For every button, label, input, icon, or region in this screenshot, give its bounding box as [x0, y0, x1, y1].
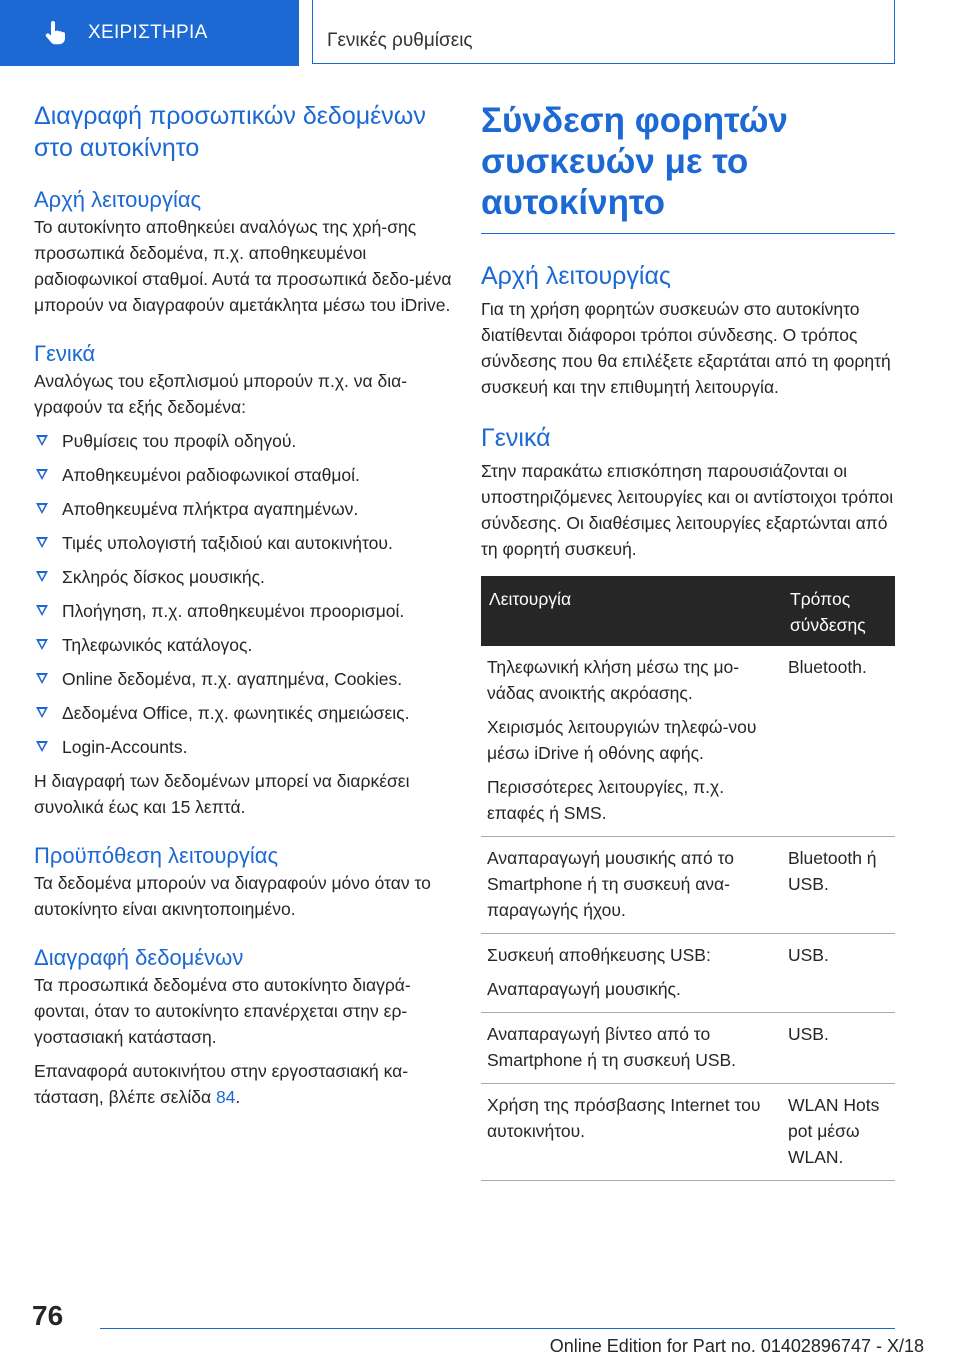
deletable-data-list	[34, 428, 452, 760]
triangle-bullet-icon	[36, 469, 48, 480]
list-item: Login-Accounts.	[34, 734, 452, 760]
triangle-bullet-icon	[36, 503, 48, 514]
deleting-data-text: Τα προσωπικά δεδομένα στο αυτοκίνητο διαγρά‐φονται, όταν το αυτοκίνητο επανέρχεται στην ερ‐γοστασιακή κατάσταση.	[34, 975, 411, 1047]
table-row	[481, 934, 895, 1013]
triangle-bullet-icon	[36, 537, 48, 548]
triangle-bullet-icon	[36, 571, 48, 582]
connection-cell: WLAN Hots pot μέσω WLAN.	[782, 1084, 895, 1181]
list-item: Τηλεφωνικός κατάλογος.	[34, 632, 452, 658]
connection-cell: USB.	[782, 934, 895, 1013]
list-item: Δεδομένα Office, π.χ. φωνητικές σημειώσεις.	[34, 700, 452, 726]
hand-pointer-icon	[44, 21, 66, 45]
section-tab[interactable]	[0, 0, 299, 66]
chapter-header	[312, 0, 895, 64]
list-item: Πλοήγηση, π.χ. αποθηκευμένοι προορισμοί.	[34, 598, 452, 624]
function-cell: Αναπαραγωγή μουσικής από το Smartphone ή τη συσκευή ανα‐παραγωγής ήχου.	[481, 837, 782, 934]
connection-cell: Bluetooth ή USB.	[782, 837, 895, 934]
list-item: Αποθηκευμένα πλήκτρα αγαπημένων.	[34, 496, 452, 522]
heading-general-right: Γενικά	[481, 424, 551, 452]
triangle-bullet-icon	[36, 605, 48, 616]
list-item: Σκληρός δίσκος μουσικής.	[34, 564, 452, 590]
list-item: Τιμές υπολογιστή ταξιδιού και αυτοκινήτου.	[34, 530, 452, 556]
connection-cell: Bluetooth.	[782, 646, 895, 837]
right-column	[481, 100, 895, 1181]
function-cell: Τηλεφωνική κλήση μέσω της μο‐νάδας ανοικτής ακρόασης. Χειρισμός λειτουργιών τηλεφώ‐νου μέσω iDrive ή οθόνης αφής. Περισσότερες λειτουργίες, π.χ. επαφές ή SMS.	[481, 646, 782, 837]
triangle-bullet-icon	[36, 639, 48, 650]
reset-reference: Επαναφορά αυτοκινήτου στην εργοστασιακή κα‐τάσταση, βλέπε σελίδα 84.	[34, 1061, 409, 1107]
connection-cell: USB.	[782, 1013, 895, 1084]
table-row	[481, 1084, 895, 1181]
heading-principle-right: Αρχή λειτουργίας	[481, 262, 671, 290]
heading-prerequisite: Προϋπόθεση λειτουργίας	[34, 843, 279, 868]
heading-general: Γενικά	[34, 341, 96, 366]
functions-table	[481, 576, 895, 1181]
general-text-right: Στην παρακάτω επισκόπηση παρουσιάζονται οι υποστηριζόμενες λειτουργίες και οι αντίστοιχοι τρόποι σύνδεσης. Οι διαθέσιμες λειτουργίες εξαρτώνται από τη φορητή συσκευή.	[481, 461, 894, 559]
table-header-row	[481, 576, 895, 646]
heading-deleting-data: Διαγραφή δεδομένων	[34, 945, 244, 970]
chapter-title: Γενικές ρυθμίσεις	[327, 30, 473, 51]
table-row	[481, 646, 895, 837]
triangle-bullet-icon	[36, 741, 48, 752]
duration-note: Η διαγραφή των δεδομένων μπορεί να διαρκέσει συνολικά έως και 15 λεπτά.	[34, 771, 410, 817]
table-row	[481, 1013, 895, 1084]
function-cell: Αναπαραγωγή βίντεο από το Smartphone ή τη συσκευή USB.	[481, 1013, 782, 1084]
page-number: 76	[32, 1300, 64, 1331]
triangle-bullet-icon	[36, 673, 48, 684]
principle-text: Το αυτοκίνητο αποθηκεύει αναλόγως της χρή‐σης προσωπικά δεδομένα, π.χ. αποθηκευμένοι ραδιοφωνικοί σταθμοί. Αυτά τα προσωπικά δεδο‐μένα μπορούν να διαγραφούν αμετάκλητα μέσω του iDrive.	[34, 217, 452, 315]
section-title-delete-data: Διαγραφή προσωπικών δεδομένων στο αυτοκίνητο	[34, 102, 426, 162]
triangle-bullet-icon	[36, 707, 48, 718]
general-text: Αναλόγως του εξοπλισμού μπορούν π.χ. να δια‐γραφούν τα εξής δεδομένα:	[34, 371, 408, 417]
column-header-function: Λειτουργία	[481, 576, 782, 646]
page-84-link[interactable]: 84	[215, 1087, 236, 1107]
prerequisite-text: Τα δεδομένα μπορούν να διαγραφούν μόνο όταν το αυτοκίνητο είναι ακινητοποιημένο.	[34, 873, 431, 919]
list-item: Online δεδομένα, π.χ. αγαπημένα, Cookies.	[34, 666, 452, 692]
list-item: Αποθηκευμένοι ραδιοφωνικοί σταθμοί.	[34, 462, 452, 488]
table-row	[481, 837, 895, 934]
triangle-bullet-icon	[36, 435, 48, 446]
left-column	[34, 100, 452, 1110]
column-header-connection: Τρόπος σύνδεσης	[782, 576, 895, 646]
function-cell: Χρήση της πρόσβασης Internet του αυτοκινήτου.	[481, 1084, 782, 1181]
function-cell: Συσκευή αποθήκευσης USB: Αναπαραγωγή μουσικής.	[481, 934, 782, 1013]
footer-divider	[100, 1328, 895, 1329]
section-tab-label: ΧΕΙΡΙΣΤΗΡΙΑ	[88, 22, 208, 43]
section-title-connect-devices: Σύνδεση φορητών συσκευών με το αυτοκίνητο	[481, 100, 895, 234]
heading-principle: Αρχή λειτουργίας	[34, 187, 202, 212]
list-item: Ρυθμίσεις του προφίλ οδηγού.	[34, 428, 452, 454]
edition-note: Online Edition for Part no. 01402896747 - X/18	[549, 1336, 924, 1356]
principle-text-right: Για τη χρήση φορητών συσκευών στο αυτοκίνητο διατίθενται διάφοροι τρόποι σύνδεσης. Ο τρόπος σύνδεσης που θα επιλέξετε εξαρτάται από τη φορητή συσκευή και την επιθυμητή λειτουργία.	[481, 299, 891, 397]
